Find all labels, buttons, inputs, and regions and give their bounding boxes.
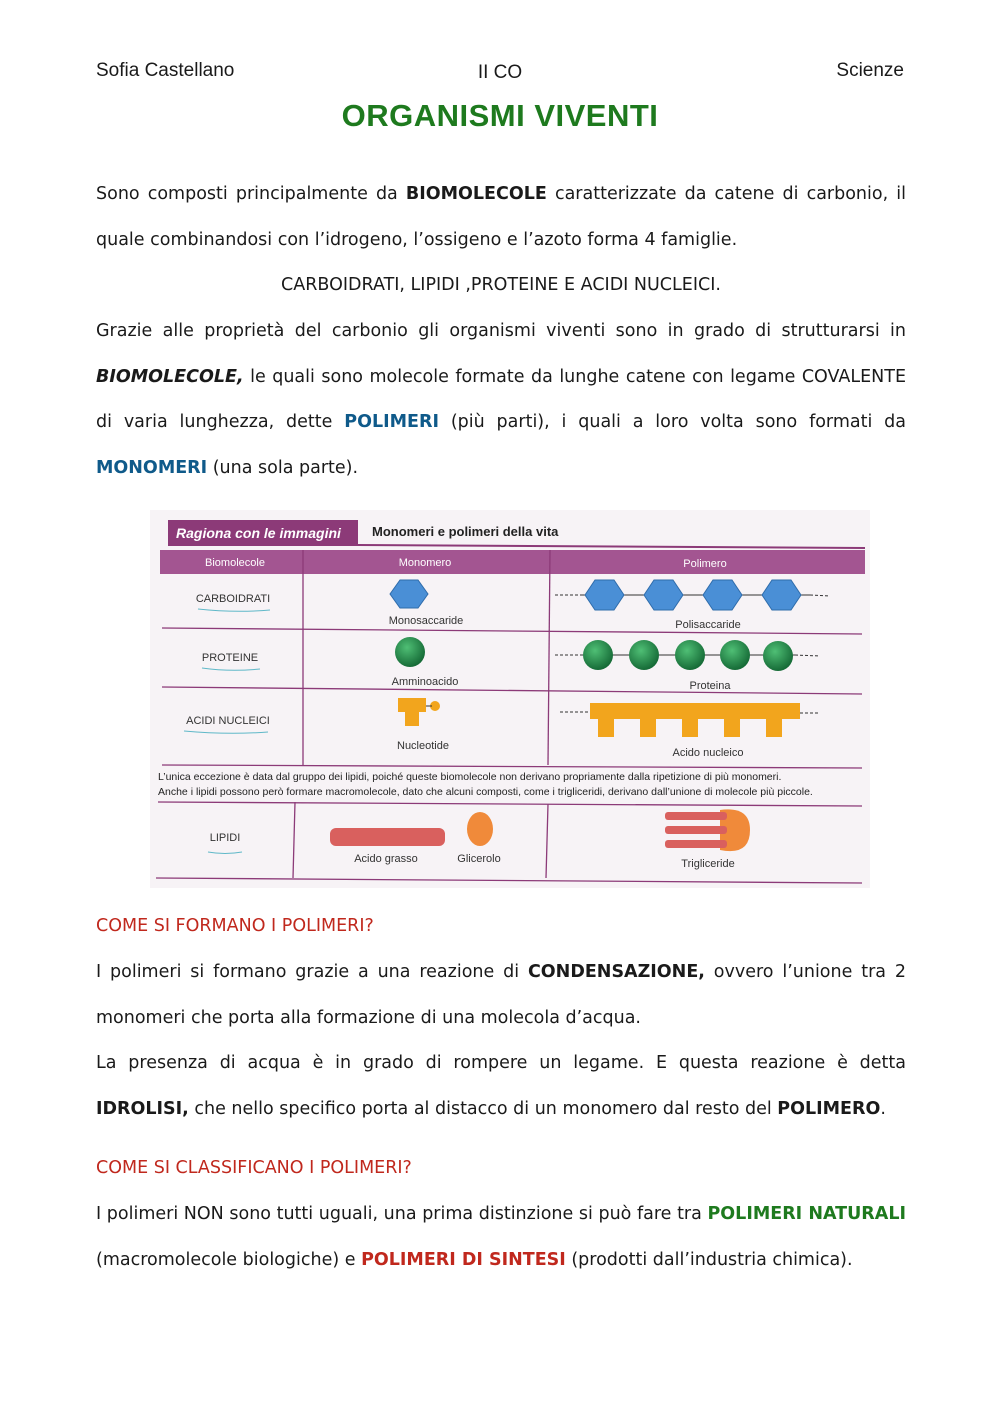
p2-text-g: (una sola parte). (207, 457, 359, 478)
row-label-lipidi: LIPIDI (209, 832, 241, 844)
p1-bold-biomolecole: BIOMOLECOLE (405, 184, 547, 204)
nucleic-acid-chain (560, 703, 820, 737)
p5-text-e: (prodotti dall’industria chimica). (565, 1249, 853, 1270)
polysaccharide-chain (555, 580, 830, 610)
paragraph-condensation (96, 950, 906, 1041)
paragraph-carbon (96, 309, 906, 491)
figure-header-row (160, 550, 865, 574)
paragraph-classification (96, 1192, 906, 1283)
p3-bold-condensazione: CONDENSAZIONE, (527, 962, 705, 982)
lipid-label-glicerolo: Glicerolo (457, 853, 501, 865)
nucleotide-shape (398, 698, 440, 726)
families-line: CARBOIDRATI, LIPIDI ,PROTEINE E ACIDI NUCLEICI. (281, 275, 721, 295)
monomers-polymers-figure (150, 510, 870, 888)
p2-bold-biomolecole: BIOMOLECOLE, (96, 366, 244, 387)
page-title: ORGANISMI VIVENTI (341, 98, 659, 133)
p5-polimeri-di-sintesi: POLIMERI DI SINTESI (361, 1249, 566, 1270)
header-subject: Scienze (836, 60, 904, 81)
header-class: II CO (477, 62, 523, 83)
col-header-polimero: Polimero (683, 558, 727, 570)
polymer-label-proteina: Proteina (689, 680, 731, 692)
p3-text-c: ovvero l’unione tra 2 monomeri che porta alla formazione di una molecola d’acqua. (96, 962, 907, 1028)
monomer-label-monosaccaride: Monosaccaride (388, 615, 464, 627)
row-label-carboidrati: CARBOIDRATI (195, 593, 271, 605)
section-heading-classification: COME SI CLASSIFICANO I POLIMERI? (96, 1158, 412, 1178)
glycerol-blob (467, 812, 493, 846)
lipid-label-trigliceride: Trigliceride (681, 858, 735, 870)
triglyceride-shape (665, 809, 750, 851)
col-header-biomolecole: Biomolecole (205, 557, 265, 569)
p1-text-a: Sono composti principalmente da (96, 184, 406, 204)
p4-text-a: La presenza di acqua è in grado di rompere un legame. E questa reazione è detta (96, 1053, 906, 1073)
p4-bold-idrolisi: IDROLISI, (96, 1098, 189, 1119)
row-label-proteine: PROTEINE (201, 652, 259, 664)
row-label-acidi-nucleici: ACIDI NUCLEICI (186, 715, 270, 727)
p2-text-c: le quali sono molecole formate da lunghe catene con legame COVALENTE di varia lunghezza, dette (96, 366, 906, 432)
p1-text-c: caratterizzate da catene di carbonio, il quale combinandosi con l’idrogeno, l’ossigeno e l’azoto forma 4 famiglie. (96, 184, 906, 250)
p2-text-e: (più parti), i quali a loro volta sono formati da (438, 412, 906, 432)
p5-polimeri-naturali: POLIMERI NATURALI (707, 1204, 906, 1224)
figure-banner-text: Ragiona con le immagini (176, 525, 341, 541)
figure-note-2: Anche i lipidi possono però formare macromolecole, dato che alcuni composti, come i trigliceridi, derivano dall’unione di molecole più piccole. (158, 786, 813, 798)
p5-text-c: (macromolecole biologiche) e (96, 1249, 362, 1270)
paragraph-hydrolysis (96, 1041, 906, 1132)
section-heading-formation: COME SI FORMANO I POLIMERI? (96, 916, 374, 936)
col-header-monomero: Monomero (398, 557, 452, 569)
lipid-label-acido-grasso: Acido grasso (354, 853, 418, 865)
protein-chain (555, 640, 820, 671)
monomer-label-amminoacido: Amminoacido (391, 676, 459, 688)
p2-text-a: Grazie alle proprietà del carbonio gli organismi viventi sono in grado di strutturarsi in (96, 321, 906, 341)
header-author: Sofia Castellano (96, 60, 235, 81)
p4-bold-polimero: POLIMERO (777, 1098, 881, 1119)
fatty-acid-bar (330, 828, 445, 846)
monomer-label-nucleotide: Nucleotide (397, 740, 449, 752)
polymer-label-acido-nucleico: Acido nucleico (672, 747, 744, 759)
figure-subtitle: Monomeri e polimeri della vita (372, 524, 559, 539)
p4-text-e: . (880, 1098, 886, 1119)
p3-text-a: I polimeri si formano grazie a una reazione di (96, 962, 528, 982)
paragraph-intro (96, 172, 906, 263)
polymer-label-polisaccaride: Polisaccaride (675, 619, 741, 631)
p4-text-c: che nello specifico porta al distacco di un monomero dal resto del (188, 1098, 778, 1119)
monosaccharide-hexagon (390, 580, 428, 608)
p2-polimeri: POLIMERI (344, 412, 439, 432)
figure-note-1: L’unica eccezione è data dal gruppo dei lipidi, poiché queste biomolecole non derivano propriamente dalla ripetizione di più monomeri. (158, 771, 782, 783)
amino-acid-sphere (395, 637, 425, 667)
p5-text-a: I polimeri NON sono tutti uguali, una prima distinzione si può fare tra (96, 1204, 708, 1224)
p2-monomeri: MONOMERI (96, 457, 208, 478)
